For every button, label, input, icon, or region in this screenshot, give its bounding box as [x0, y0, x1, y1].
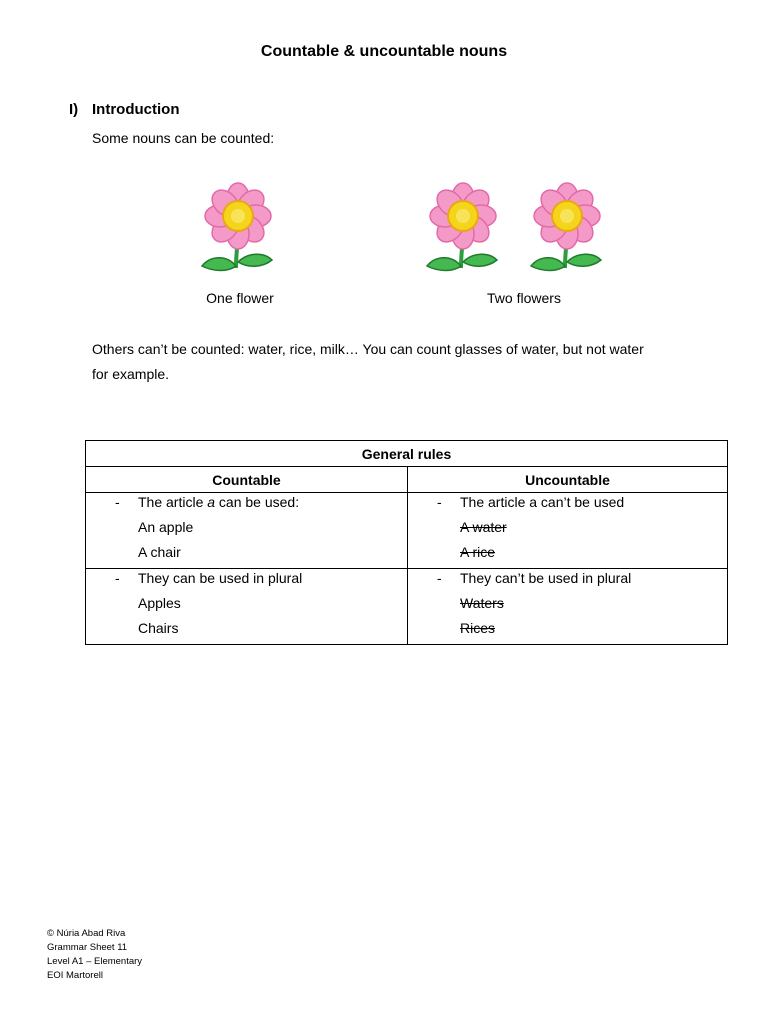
- countable-rule-2: They can be used in plural: [138, 570, 303, 586]
- uncountable-rule-1: The article a can’t be used: [460, 494, 625, 510]
- countable-example: Apples: [138, 595, 181, 611]
- section-number: I): [69, 101, 79, 118]
- footer-line: © Núria Abad Riva: [47, 928, 126, 939]
- uncountable-example-struck: A water: [460, 519, 507, 535]
- uncountable-cell-2: [408, 569, 728, 645]
- uncountable-example-struck: A rice: [460, 544, 496, 560]
- header-countable: Countable: [86, 467, 408, 493]
- countable-cell-1: [86, 493, 408, 569]
- intro-text: Some nouns can be counted:: [92, 130, 275, 146]
- footer-line: EOI Martorell: [47, 970, 103, 981]
- table-row: [86, 493, 728, 569]
- uncountable-rule-2: They can’t be used in plural: [460, 570, 632, 586]
- uncountable-example-struck: Waters: [460, 595, 504, 611]
- caption-two-flowers: Two flowers: [487, 290, 561, 306]
- section-title: Introduction: [92, 101, 180, 118]
- flower-image-1: [196, 180, 280, 280]
- countable-example: Chairs: [138, 620, 179, 636]
- flower-image-3: [525, 180, 609, 280]
- dash-marker: -: [437, 570, 442, 586]
- countable-rule-1: The article a can be used:: [138, 494, 300, 510]
- caption-one-flower: One flower: [206, 290, 274, 306]
- general-rules-table: [85, 440, 728, 645]
- uncountable-example-struck: Rices: [460, 620, 496, 636]
- dash-marker: -: [437, 494, 442, 510]
- paragraph-line-2: for example.: [92, 366, 170, 382]
- table-row: [86, 569, 728, 645]
- countable-example: An apple: [138, 519, 194, 535]
- header-uncountable: Uncountable: [408, 467, 728, 493]
- table-title: General rules: [86, 441, 728, 467]
- footer-credits: [47, 927, 142, 983]
- footer-line: Grammar Sheet 11: [47, 942, 128, 953]
- uncountable-cell-1: [408, 493, 728, 569]
- countable-example: A chair: [138, 544, 181, 560]
- footer-line: Level A1 – Elementary: [47, 956, 143, 967]
- dash-marker: -: [115, 494, 120, 510]
- flower-image-2: [421, 180, 505, 280]
- dash-marker: -: [115, 570, 120, 586]
- explanation-paragraph: [92, 337, 722, 387]
- paragraph-line-1: Others can’t be counted: water, rice, milk… You can count glasses of water, but not water: [92, 341, 644, 357]
- countable-cell-2: [86, 569, 408, 645]
- page-title: Countable & uncountable nouns: [260, 43, 508, 60]
